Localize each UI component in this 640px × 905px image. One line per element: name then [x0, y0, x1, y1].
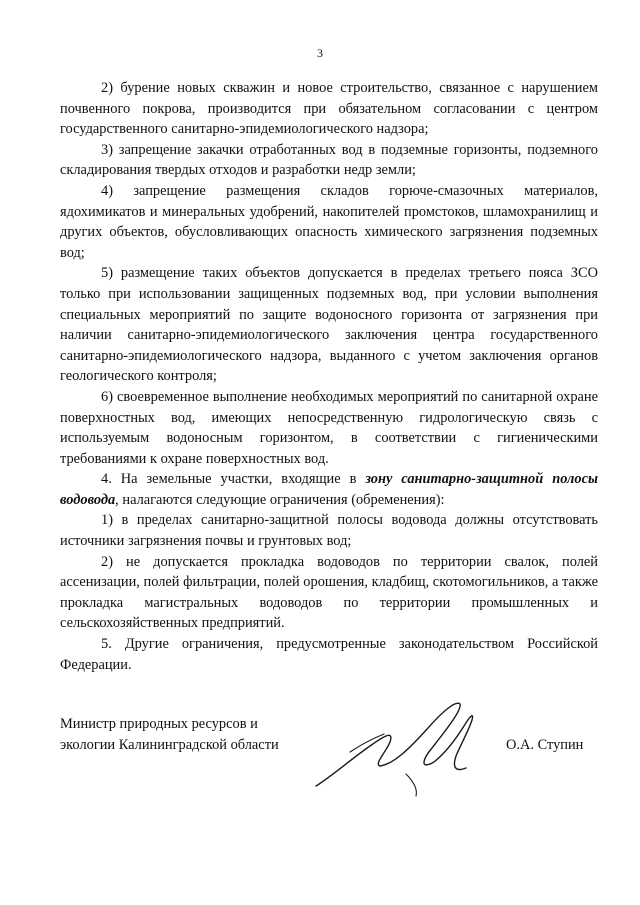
section-4-item-1: 1) в пределах санитарно-защитной полосы водовода должны отсутствовать источники загрязнения почвы и грунтовых вод; — [60, 512, 598, 550]
page-number: 3 — [317, 46, 323, 60]
paragraph-item-3: 3) запрещение закачки отработанных вод в подземные горизонты, подземного складирования твердых отходов и разработки недр земли; — [60, 141, 598, 179]
handwritten-signature — [310, 690, 500, 800]
section-5-paragraph: 5. Другие ограничения, предусмотренные законодательством Российской Федерации. — [60, 636, 598, 673]
section-4-item-2: 2) не допускается прокладка водоводов по территории свалок, полей ассенизации, полей фильтрации, полей орошения, кладбищ, скотомогильников, а также прокладка магистральных водоводов по территории промышленных и сельскохозяйственных предприятий. — [60, 553, 598, 632]
signatory-title-line-1: Министр природных ресурсов и — [60, 716, 258, 732]
paragraph-item-2: 2) бурение новых скважин и новое строительство, связанное с нарушением почвенного покрова, производится при обязательном согласовании с центром государственного санитарно-эпидемиологического надзора; — [60, 80, 598, 138]
paragraph-item-4: 4) запрещение размещения складов горюче-смазочных материалов, ядохимикатов и минеральных удобрений, накопителей промстоков, шламохранилищ и других объектов, обусловливающих опасность химического загрязнения подземных вод; — [60, 182, 598, 261]
signatory-title — [60, 714, 279, 756]
zone-name: зону санитарно-защитной полосы водовода — [60, 471, 599, 508]
section-4-prefix: 4. На земельные участки, входящие в — [101, 471, 366, 488]
document-body — [60, 78, 598, 675]
signer-name: О.А. Ступин — [506, 737, 584, 753]
paragraph-item-6: 6) своевременное выполнение необходимых мероприятий по санитарной охране поверхностных вод, имеющих непосредственную гидрологическую связь с используемым водоносным горизонтом, в соответствии с гигиеническими требованиями к охране поверхностных вод. — [60, 388, 598, 467]
signatory-title-line-2: экологии Калининградской области — [60, 737, 279, 753]
section-4-suffix: , налагаются следующие ограничения (обременения): — [115, 491, 445, 508]
paragraph-item-5: 5) размещение таких объектов допускается в пределах третьего пояса ЗСО только при использовании защищенных подземных вод, при условии выполнения специальных мероприятий по защите водоносного горизонта от загрязнения при наличии санитарно-эпидемиологического заключения центра государственного санитарно-эпидемиологического надзора, выданного с учетом заключения органов геологического контроля; — [60, 265, 598, 385]
section-4-heading — [60, 469, 598, 510]
